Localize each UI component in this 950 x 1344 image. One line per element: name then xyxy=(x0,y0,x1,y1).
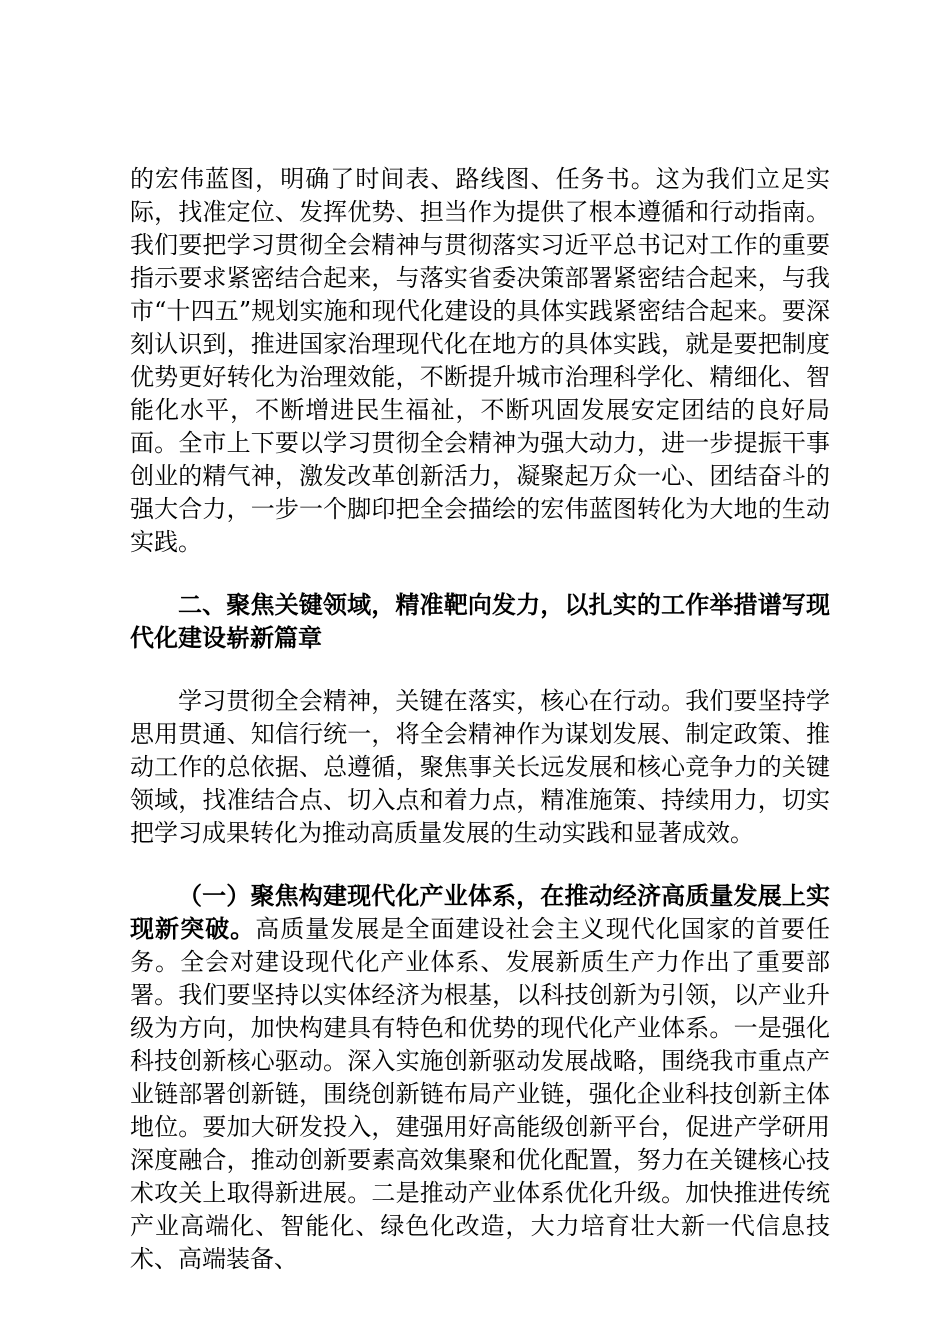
body-paragraph-1: 的宏伟蓝图，明确了时间表、路线图、任务书。这为我们立足实际，找准定位、发挥优势、担当作为提供了根本遵循和行动指南。我们要把学习贯彻全会精神与贯彻落实习近平总书记对工作的重要指示要求紧密结合起来，与落实省委决策部署紧密结合起来，与我市“十四五”规划实施和现代化建设的具体实践紧密结合起来。要深刻认识到，推进国家治理现代化在地方的具体实践，就是要把制度优势更好转化为治理效能，不断提升城市治理科学化、精细化、智能化水平，不断增进民生福祉，不断巩固发展安定团结的良好局面。全市上下要以学习贯彻全会精神为强大动力，进一步提振干事创业的精气神，激发改革创新活力，凝聚起万众一心、团结奋斗的强大合力，一步一个脚印把全会描绘的宏伟蓝图转化为大地的生动实践。 xyxy=(130,165,830,556)
subsection-body: 高质量发展是全面建设社会主义现代化国家的首要任务。全会对建设现代化产业体系、发展新质生产力作出了重要部署。我们要坚持以实体经济为根基，以科技创新为引领，以产业升级为方向，加快构建具有特色和优势的现代化产业体系。一是强化科技创新核心驱动。深入实施创新驱动发展战略，围绕我市重点产业链部署创新链，围绕创新链布局产业链，强化企业科技创新主体地位。要加大研发投入，建强用好高能级创新平台，促进产学研用深度融合，推动创新要素高效集聚和优化配置，努力在关键核心技术攻关上取得新进展。二是推动产业体系优化升级。加快推进传统产业高端化、智能化、绿色化改造，大力培育壮大新一代信息技术、高端装备、 xyxy=(130,915,831,1273)
body-paragraph-2: 学习贯彻全会精神，关键在落实，核心在行动。我们要坚持学思用贯通、知信行统一，将全会精神作为谋划发展、制定政策、推动工作的总依据、总遵循，聚焦事关长远发展和核心竞争力的关键领域，找准结合点、切入点和着力点，精准施策、持续用力，切实把学习成果转化为推动高质量发展的生动实践和显著成效。 xyxy=(130,687,830,847)
section-heading-2: 二、聚焦关键领域，精准靶向发力，以扎实的工作举措谱写现代化建设崭新篇章 xyxy=(130,591,830,652)
document-page xyxy=(130,163,830,1276)
body-paragraph-3 xyxy=(130,880,830,1276)
subsection-lead: （一）聚焦构建现代化产业体系，在推动经济高质量发展上实现新突破。 xyxy=(130,882,830,943)
